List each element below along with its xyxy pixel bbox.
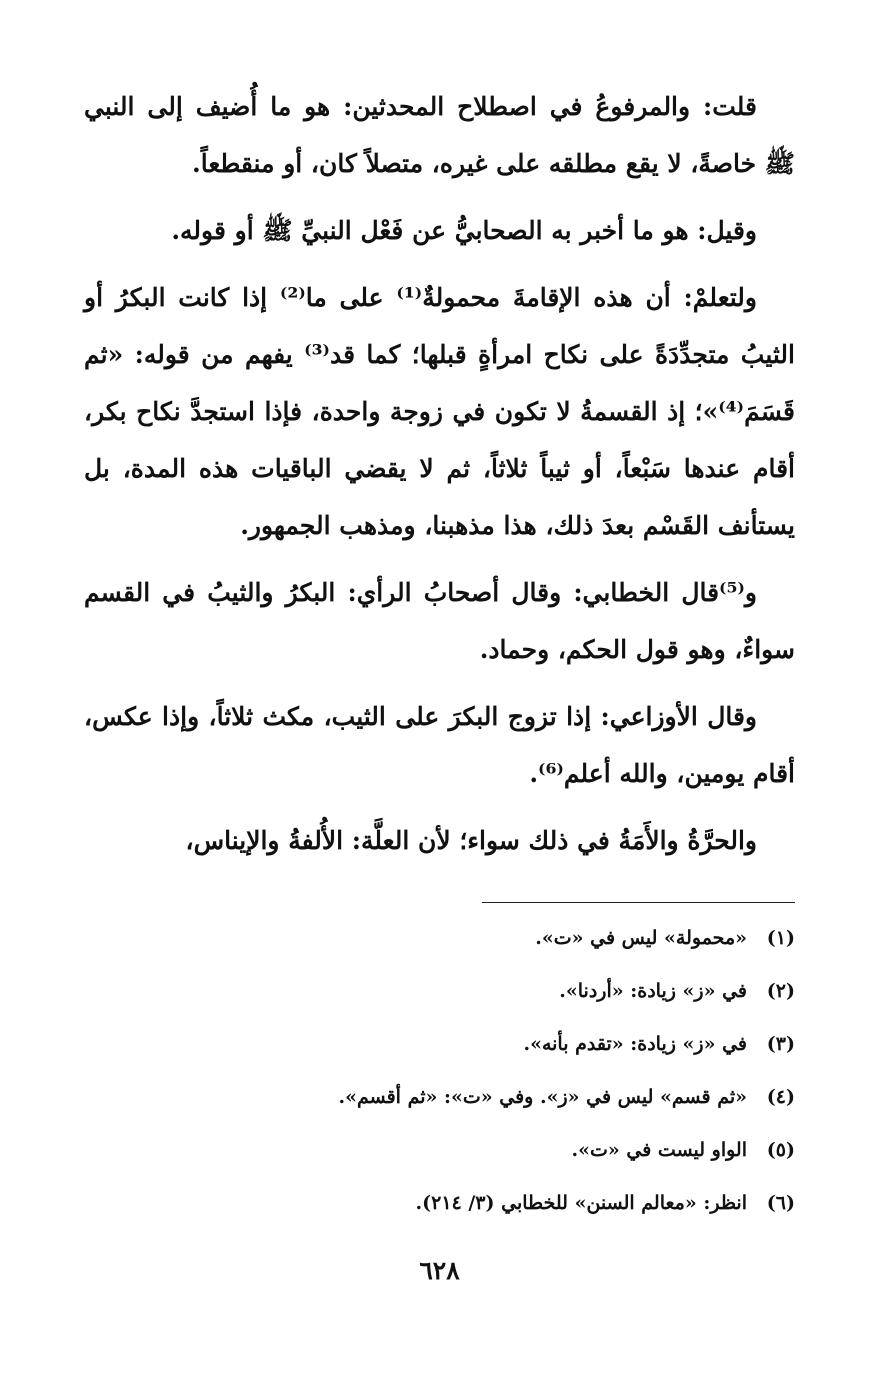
footnote-4: [84, 1071, 795, 1124]
footnote-text: انظر: «معالم السنن» للخطابي (٣/ ٢١٤).: [415, 1192, 747, 1214]
footnote-text: في «ز» زيادة: «تقدم بأنه».: [523, 1033, 747, 1055]
footnote-1: [84, 912, 795, 965]
paragraph-3: [84, 269, 795, 554]
footnotes: [84, 912, 795, 1230]
paragraph-1-text: والمرفوعُ في اصطلاح المحدثين: هو ما أُضيف إلى النبي ﷺ خاصةً، لا يقع مطلقه على غيره، متصلاً كان، أو منقطعاً.: [84, 92, 795, 178]
paragraph-3-lead: ولتعلمْ:: [683, 283, 757, 312]
footnote-number: (٤): [766, 1086, 795, 1108]
footnote-3: [84, 1018, 795, 1071]
paragraph-5-text: وقال الأوزاعي: إذا تزوج البكرَ على الثيب، مكث ثلاثاً، وإذا عكس، أقام يومين، والله أعلم⁽⁶⁾.: [84, 702, 795, 788]
footnote-number: (٥): [766, 1139, 795, 1161]
footnote-text: «محمولة» ليس في «ت».: [535, 927, 747, 949]
paragraph-1: [84, 78, 795, 192]
footnote-2: [84, 965, 795, 1018]
footnote-number: (٦): [766, 1192, 795, 1214]
paragraph-4: [84, 564, 795, 678]
page-number: ٦٢٨: [419, 1256, 460, 1285]
paragraph-2: [84, 202, 795, 259]
paragraph-3-text: أن هذه الإقامةَ محمولةٌ⁽¹⁾ على ما⁽²⁾ إذا كانت البكرُ أو الثيبُ متجدِّدَةً على نكاح امرأةٍ قبلها؛ كما قد⁽³⁾ يفهم من قوله: «ثم قَسَمَ⁽⁴⁾»؛ إذ القسمةُ لا تكون في زوجة واحدة، فإذا استجدَّ نكاح بكر، أقام عندها سَبْعاً، أو ثيباً ثلاثاً، ثم لا يقضي الباقيات هذه المدة، بل يستأنف القَسْم بعدَ ذلك، هذا مذهبنا، ومذهب الجمهور.: [84, 283, 795, 540]
paragraph-2-text: وقيل: هو ما أخبر به الصحابيُّ عن فَعْل النبيِّ ﷺ أو قوله.: [171, 216, 757, 245]
paragraph-1-lead: قلت:: [702, 92, 757, 121]
footnote-text: في «ز» زيادة: «أردنا».: [559, 980, 747, 1002]
footnote-separator: [482, 902, 795, 903]
paragraph-5: [84, 688, 795, 802]
footnote-6: [84, 1177, 795, 1230]
paragraph-4-text: و⁽⁵⁾قال الخطابي: وقال أصحابُ الرأي: البكرُ والثيبُ في القسم سواءٌ، وهو قول الحكم، وحماد.: [84, 578, 795, 664]
footnote-number: (٢): [766, 980, 795, 1002]
footnote-number: (٣): [766, 1033, 795, 1055]
paragraph-6-text: والحرَّةُ والأَمَةُ في ذلك سواء؛ لأن العلَّة: الأُلفةُ والإيناس،: [185, 826, 757, 855]
footnote-5: [84, 1124, 795, 1177]
footnote-text: الواو ليست في «ت».: [571, 1139, 747, 1161]
main-text: [84, 78, 795, 879]
paragraph-6: [84, 812, 795, 869]
footnote-number: (١): [766, 927, 795, 949]
footnote-text: «ثم قسم» ليس في «ز». وفي «ت»: «ثم أقسم».: [338, 1086, 747, 1108]
